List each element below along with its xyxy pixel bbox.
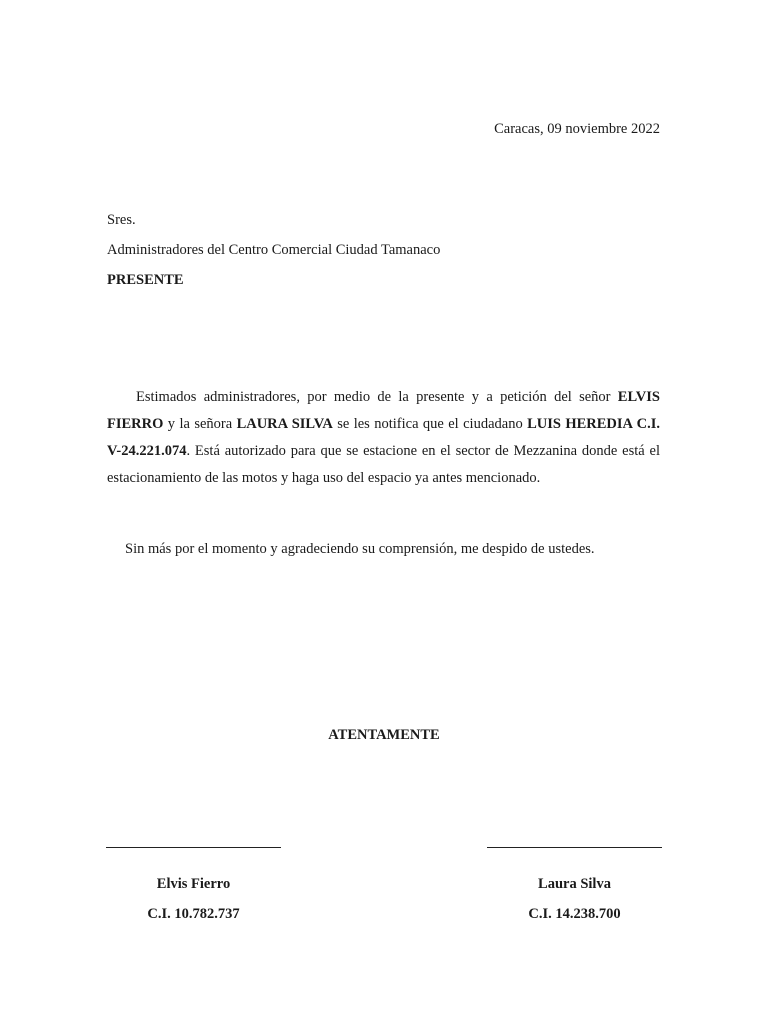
signer-name: Laura Silva xyxy=(538,876,611,892)
requester-name-2: LAURA SILVA xyxy=(236,416,333,432)
recipient-block xyxy=(107,210,440,300)
presente-label: PRESENTE xyxy=(107,272,184,288)
body-text-3: se les notifica que el ciudadano xyxy=(332,416,528,432)
signer-name: Elvis Fierro xyxy=(156,876,231,892)
body-text-4: . Está autorizado para que se estacione en el sector de Mezzanina donde está el estacionamiento de las motos y haga uso del espacio ya antes mencionado. xyxy=(107,443,660,486)
addressee: Administradores del Centro Comercial Ciudad Tamanaco xyxy=(107,242,441,258)
signature-block-left xyxy=(106,847,281,934)
body-text-1: Estimados administradores, por medio de la presente y a petición del señor xyxy=(136,389,618,405)
authorized-person: LUIS HEREDIA C.I. V-24.221.074 xyxy=(107,416,660,459)
body-paragraph xyxy=(107,384,660,492)
signature-block-right xyxy=(487,847,662,934)
letter-date: Caracas, 09 noviembre 2022 xyxy=(494,121,660,137)
regards-heading: ATENTAMENTE xyxy=(328,727,440,743)
signature-line xyxy=(106,847,281,848)
signature-line xyxy=(487,847,662,848)
closing-sentence: Sin más por el momento y agradeciendo su comprensión, me despido de ustedes. xyxy=(125,541,595,557)
salutation: Sres. xyxy=(107,212,136,228)
body-text-2: y la señora xyxy=(163,416,237,432)
signer-id: C.I. 10.782.737 xyxy=(147,906,240,922)
signer-id: C.I. 14.238.700 xyxy=(528,906,621,922)
requester-name-1: ELVIS FIERRO xyxy=(107,389,660,432)
